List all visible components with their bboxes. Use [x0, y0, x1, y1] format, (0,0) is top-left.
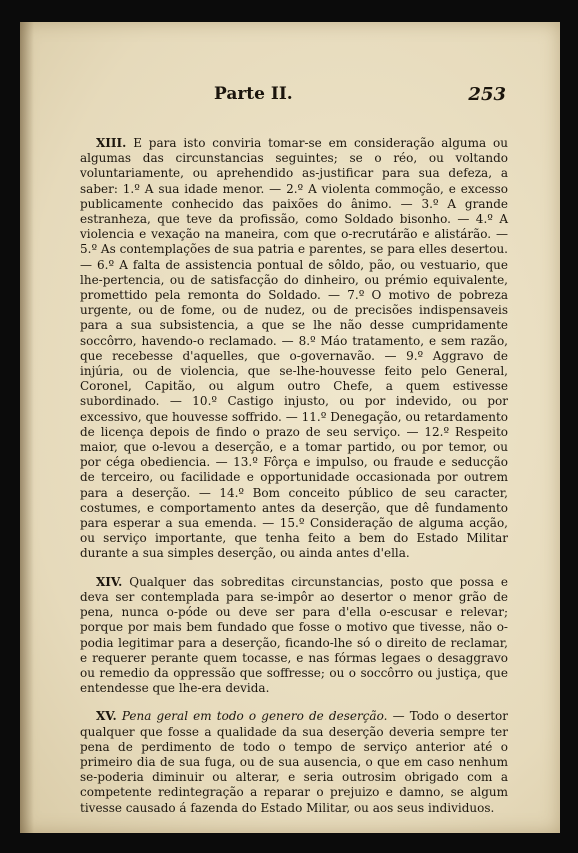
paragraph-number: XIII. [96, 136, 127, 150]
paragraph-number: XV. [96, 709, 117, 724]
paragraph-text: E para isto conviria tomar-se em consideração alguma ou algumas das circunstancias seguintes; se o réo, ou voltando voluntariamente, ou aprehendido as-justificar para sua defeza, a saber: 1.º A sua idade menor. — 2.º A violenta commoção, e excesso publicamente conhecido das paixões do ânimo. — 3.º A grande estranheza, que teve da profissão, como Soldado bisonho. — 4.º A violencia e vexação na maneira, com que o-recrutárão e alistárão. — 5.º As contemplações de sua patria e parentes, se para elles desertou. — 6.º A falta de assistencia pontual de sôldo, pão, ou vestuario, que lhe-pertencia, ou de satisfacção do dinheiro, ou prémio equivalente, promettido pela remonta do Soldado. — 7.º O motivo de pobreza urgente, ou de fome, ou de nudez, ou de precisões indispensaveis para a sua subsistencia, a que se lhe não desse cumpridamente soccôrro, havendo-o reclamado. — 8.º Máo tratamento, e sem razão, que recebesse d'aquelles, que o-governavão. — 9.º Aggravo de injúria, ou de violencia, que se-lhe-houvesse feito pelo General, Coronel, Capitão, ou algum outro Chefe, a quem estivesse subordinado. — 10.º Castigo injusto, ou por indevido, ou por excessivo, que houvesse soffrido. — 11.º Denegação, ou retardamento de licença depois de findo o prazo de seu serviço. — 12.º Respeito maior, que o-levou a deserção, e a tomar partido, ou por temor, ou por céga obediencia. — 13.º Fôrça e impulso, ou fraude e seducção de terceiro, ou facilidade e opportunidade occasionada por outrem para a deserção. — 14.º Bom conceito público de seu caracter, costumes, e comportamento antes da deserção, que dê fundamento para esperar a sua emenda. — 15.º Consideração de alguma acção, ou serviço importante, que tenha feito a bem do Estado Militar durante a sua simples deserção, ou ainda antes d'ella. [80, 136, 508, 561]
paragraph-italic-lead: Pena geral em todo o genero de deserção. [121, 709, 388, 724]
page-header [76, 84, 506, 110]
body-text [80, 136, 508, 816]
paragraph-number: XIV. [96, 574, 123, 589]
paragraph-text: — Todo o desertor qualquer que fosse a qualidade da sua deserção deveria sempre ter pena de perdimento de todo o tempo de serviço anterior até o primeiro dia de sua fuga, ou de sua ausencia, o que em caso nenhum se-poderia diminuir ou alterar, e seria outrosim obrigado com a competente redintegração a reparar o prejuizo e damno, se algum tivesse causado á fazenda do Estado Militar, ou aos seus individuos. [80, 709, 508, 815]
paragraph-xiv [80, 575, 508, 697]
paragraph-text: Qualquer das sobreditas circunstancias, posto que possa e deva ser contemplada para se-impôr ao desertor o menor grão de pena, nunca o-póde ou deve ser para d'ella o-escusar e relevar; porque por mais bem fundado que fosse o motivo que tivesse, não o-podia legitimar para a deserção, ficando-lhe só o direito de reclamar, e requerer perante quem tocasse, e nas fórmas legaes o desaggravo ou remedio da oppressão que soffresse; ou o soccôrro ou justiça, que entendesse que lhe-era devida. [80, 574, 508, 696]
paragraph-xiii [80, 136, 508, 562]
page-gutter-shadow [20, 22, 34, 833]
page-number: 253 [468, 84, 506, 105]
book-page [20, 22, 560, 833]
paragraph-xv [80, 709, 508, 815]
running-title: Parte II. [214, 84, 293, 104]
